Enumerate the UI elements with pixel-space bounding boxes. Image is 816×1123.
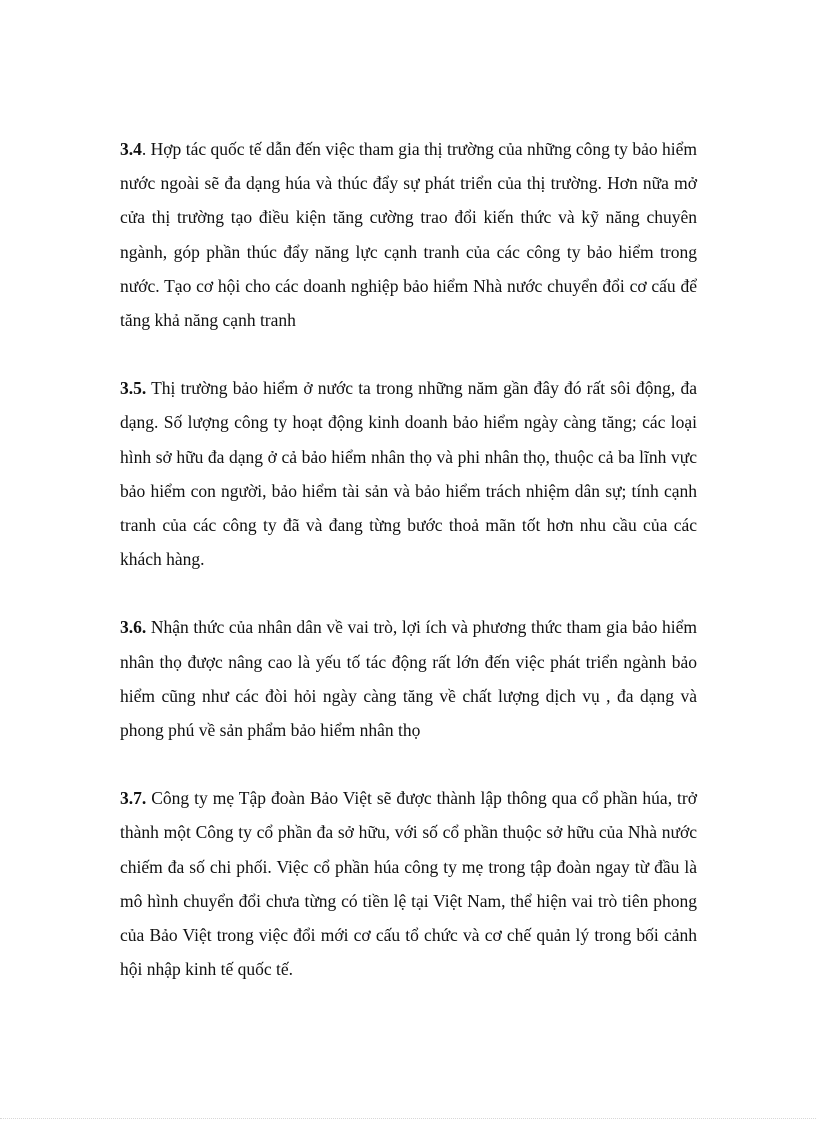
paragraph-number: 3.6. <box>120 617 147 638</box>
document-body <box>120 132 697 1020</box>
paragraph-number: 3.4 <box>120 139 142 159</box>
paragraph-text: Hợp tác quốc tế dẫn đến việc tham gia thị trường của những công ty bảo hiểm nước ngoài sẽ đa dạng húa và thúc đẩy sự phát triển của thị trường. Hơn nữa mở cửa thị trường tạo điều kiện tăng cường trao đổi kiến thức và kỹ năng chuyên ngành, góp phần thúc đẩy năng lực cạnh tranh của các công ty bảo hiểm trong nước. Tạo cơ hội cho các doanh nghiệp bảo hiểm Nhà nước chuyển đổi cơ cấu để tăng khả năng cạnh tranh <box>120 139 697 331</box>
paragraph-3-6 <box>120 610 697 747</box>
paragraph-number-separator: . <box>141 139 147 159</box>
paragraph-3-5 <box>120 371 697 576</box>
paragraph-text: Thị trường bảo hiểm ở nước ta trong những năm gần đây đó rất sôi động, đa dạng. Số lượng công ty hoạt động kinh doanh bảo hiểm ngày càng tăng; các loại hình sở hữu đa dạng ở cả bảo hiểm nhân thọ và phi nhân thọ, thuộc cả ba lĩnh vực bảo hiểm con người, bảo hiểm tài sản và bảo hiểm trách nhiệm dân sự; tính cạnh tranh của các công ty đã và đang từng bước thoả mãn tốt hơn nhu cầu của các khách hàng. <box>120 378 697 570</box>
paragraph-text: Công ty mẹ Tập đoàn Bảo Việt sẽ được thành lập thông qua cổ phần húa, trở thành một Công ty cổ phần đa sở hữu, với số cổ phần thuộc sở hữu của Nhà nước chiếm đa số chi phối. Việc cổ phần húa công ty mẹ trong tập đoàn ngay từ đầu là mô hình chuyển đổi chưa từng có tiền lệ tại Việt Nam, thể hiện vai trò tiên phong của Bảo Việt trong việc đổi mới cơ cấu tổ chức và cơ chế quản lý trong bối cảnh hội nhập kinh tế quốc tế. <box>120 788 697 980</box>
paragraph-3-4 <box>120 132 697 337</box>
paragraph-3-7 <box>120 781 697 986</box>
page-bottom-divider <box>0 1118 816 1119</box>
paragraph-number: 3.5. <box>120 378 147 399</box>
paragraph-number: 3.7. <box>120 788 147 809</box>
paragraph-text: Nhận thức của nhân dân về vai trò, lợi ích và phương thức tham gia bảo hiểm nhân thọ được nâng cao là yếu tố tác động rất lớn đến việc phát triển ngành bảo hiểm cũng như các đòi hỏi ngày càng tăng về chất lượng dịch vụ , đa dạng và phong phú về sản phẩm bảo hiểm nhân thọ <box>120 617 697 741</box>
